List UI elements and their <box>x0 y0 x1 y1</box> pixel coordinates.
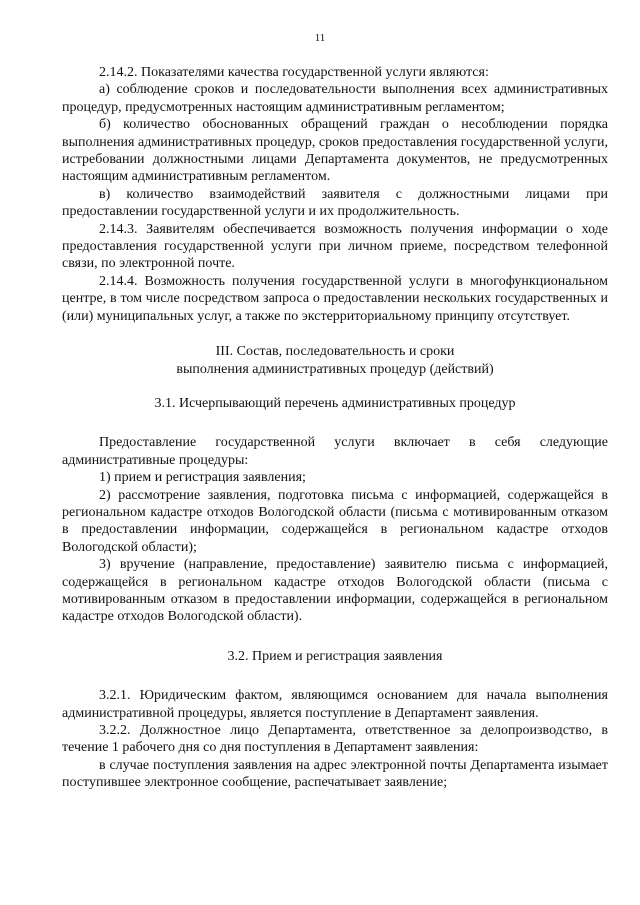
paragraph: 2) рассмотрение заявления, подготовка письма с информацией, содержащейся в региональном кадастре отходов Вологодской области (письма с мотивированным отказом в предоставлении информации, содержащейся в региональном кадастре отходов Вологодской области); <box>62 487 608 555</box>
section-heading: 3.1. Исчерпывающий перечень административных процедур <box>154 395 516 411</box>
section-heading: III. Состав, последовательность и сроки <box>215 344 455 360</box>
paragraph: 2.14.2. Показателями качества государственной услуги являются: <box>99 65 489 80</box>
paragraph: а) соблюдение сроков и последовательности выполнения всех административных процедур, предусмотренных настоящим административным регламентом; <box>62 82 608 115</box>
paragraph: 2.14.3. Заявителям обеспечивается возможность получения информации о ходе предоставления государственной услуги при личном приеме, посредством телефонной связи, по электронной почте. <box>62 221 608 272</box>
paragraph: 1) прием и регистрация заявления; <box>99 470 306 486</box>
paragraph: в) количество взаимодействий заявителя с должностными лицами при предоставлении государственной услуги и их продолжительность. <box>62 186 608 220</box>
paragraph: в случае поступления заявления на адрес электронной почты Департамента изымает поступившее электронное сообщение, распечатывает заявление; <box>62 757 608 791</box>
paragraph: Предоставление государственной услуги включает в себя следующие административные процедуры: <box>62 435 608 468</box>
document-body <box>62 64 608 792</box>
paragraph: 2.14.4. Возможность получения государственной услуги в многофункциональном центре, в том числе посредством запроса о предоставлении нескольких государственных и (или) муниципальных услуг, а также по экстерриториальному принципу отсутствует. <box>62 273 608 324</box>
paragraph: 3.2.1. Юридическим фактом, являющимся основанием для начала выполнения административной процедуры, является поступление в Департамент заявления. <box>62 688 608 721</box>
spacer <box>62 626 608 648</box>
spacer <box>62 412 608 434</box>
page-number: 11 <box>314 32 326 44</box>
section-heading: 3.2. Прием и регистрация заявления <box>227 648 443 664</box>
paragraph: 3) вручение (направление, предоставление) заявителю письма с информацией, содержащейся в региональном кадастре отходов Вологодской области (письма с мотивированным отказом в предоставлении информации, содержащейся в региональном кадастре отходов Вологодской области). <box>62 557 608 625</box>
spacer <box>62 378 608 395</box>
paragraph: б) количество обоснованных обращений граждан о несоблюдении порядка выполнения административных процедур, сроков предоставления государственной услуги, истребовании должностными лицами Департамента документов, не предусмотренных настоящим административным регламентом. <box>62 117 608 185</box>
section-heading: выполнения административных процедур (действий) <box>176 361 494 377</box>
paragraph: 3.2.2. Должностное лицо Департамента, ответственное за делопроизводство, в течение 1 рабочего дня со дня поступления в Департамент заявления: <box>62 723 608 756</box>
spacer <box>62 325 608 343</box>
spacer <box>62 665 608 687</box>
